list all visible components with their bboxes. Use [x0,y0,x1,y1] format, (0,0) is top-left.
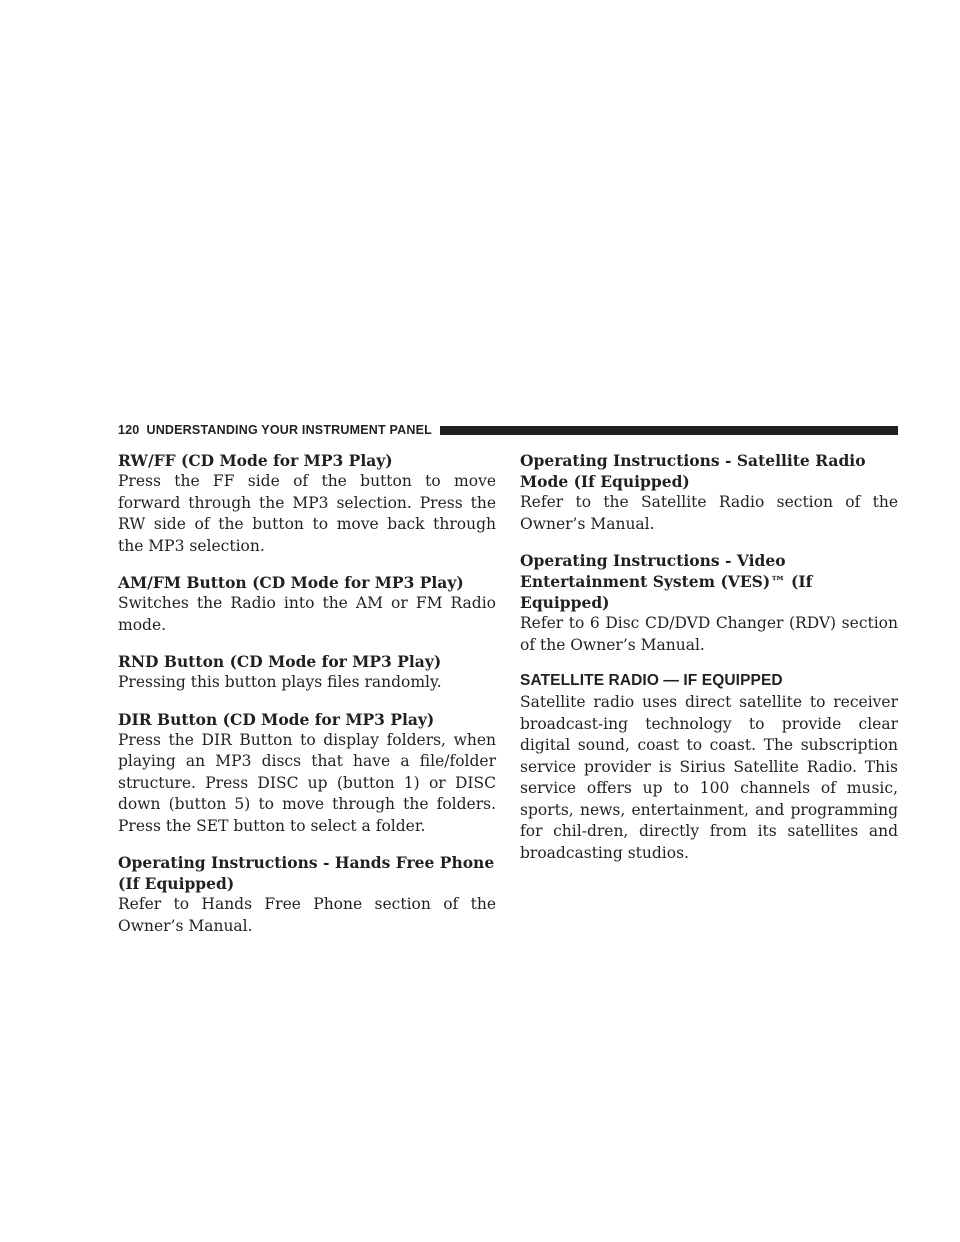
section-rw-ff [118,450,496,557]
section-body: Press the DIR Button to display folders, when playing an MP3 discs that have a file/folder structure. Press DISC up (button 1) or DISC down (button 5) to move through the folders. Press the SET button to select a folder. [118,730,496,835]
header-title: UNDERSTANDING YOUR INSTRUMENT PANEL [146,423,432,437]
header-rule [440,426,898,435]
section-body: Pressing this button plays files randomly. [118,673,442,691]
section-heading: Operating Instructions - Video Entertainment System (VES)™ (If Equipped) [520,551,813,612]
section-heading: RND Button (CD Mode for MP3 Play) [118,652,442,671]
section-dir-button [118,709,496,838]
section-heading: Operating Instructions - Hands Free Phone (If Equipped) [118,853,495,893]
section-am-fm-button [118,572,496,636]
section-hands-free-phone [118,852,496,937]
section-satellite-radio [520,671,898,864]
section-body: Refer to the Satellite Radio section of the Owner’s Manual. [520,493,898,533]
section-body: Press the FF side of the button to move forward through the MP3 selection. Press the RW side of the button to move back through the MP3 selection. [118,472,496,555]
section-heading: DIR Button (CD Mode for MP3 Play) [118,709,435,729]
right-column [520,450,898,879]
left-column [118,450,496,952]
section-body: Switches the Radio into the AM or FM Radio mode. [118,594,496,634]
major-heading: SATELLITE RADIO — IF EQUIPPED [520,672,783,689]
section-rnd-button [118,651,496,694]
section-satellite-radio-mode [520,450,898,535]
section-body: Refer to 6 Disc CD/DVD Changer (RDV) section of the Owner’s Manual. [520,614,898,654]
section-body: Satellite radio uses direct satellite to receiver broadcast-ing technology to provide clear digital sound, coast to coast. The subscription service provider is Sirius Satellite Radio. This service offers up to 100 channels of music, sports, news, entertainment, and programming for chil-dren, directly from its satellites and broadcasting studios. [520,693,898,862]
section-body: Refer to Hands Free Phone section of the Owner’s Manual. [118,895,496,935]
section-video-entertainment-system [520,550,898,656]
page-number: 120 [118,423,140,437]
section-heading: RW/FF (CD Mode for MP3 Play) [118,451,393,470]
page-header [118,421,898,439]
section-heading: AM/FM Button (CD Mode for MP3 Play) [118,573,464,592]
section-heading: Operating Instructions - Satellite Radio Mode (If Equipped) [520,451,866,491]
